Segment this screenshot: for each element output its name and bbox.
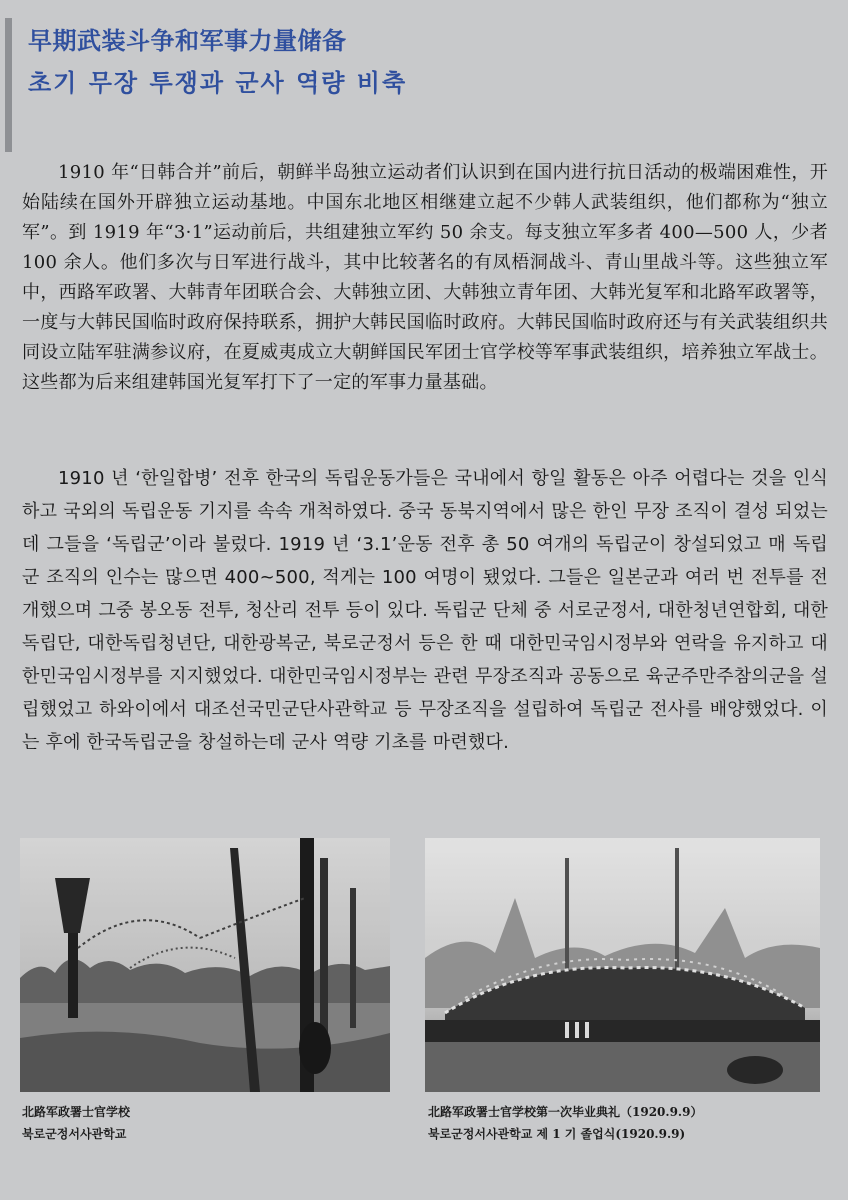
body-paragraph-chinese: 1910 年“日韩合并”前后，朝鲜半岛独立运动者们认识到在国内进行抗日活动的极端困难性，开始陆续在国外开辟独立运动基地。中国东北地区相继建立起不少韩人武装组织，他们都称为“独立军”。到 1919 年“3·1”运动前后，共组建独立军约 50 余支。每支独立军多者 400—500 人，少者 100 余人。他们多次与日军进行战斗，其中比较著名的有凤梧洞战斗、青山里战斗等。这些独立军中，西路军政署、大韩青年团联合会、大韩独立团、大韩独立青年团、大韩光复军和北路军政署等，一度与大韩民国临时政府保持联系，拥护大韩民国临时政府。大韩民国临时政府还与有关武装组织共同设立陆军驻满参议府，在夏威夷成立大朝鲜国民军团士官学校等军事武装组织，培养独立军战士。这些都为后来组建韩国光复军打下了一定的军事力量基础。	[22, 162, 828, 393]
caption-korean: 북로군정서사관학교 제 1 기 졸업식(1920.9.9)	[428, 1127, 686, 1141]
title-accent-bar	[5, 18, 12, 152]
page-title	[28, 24, 407, 100]
title-chinese: 早期武装斗争和军事力量储备	[28, 27, 347, 55]
photo-graduation-ceremony	[425, 838, 820, 1092]
caption-korean: 북로군정서사관학교	[22, 1127, 127, 1141]
body-paragraph-korean: 1910 년 ‘한일합병’ 전후 한국의 독립운동가들은 국내에서 항일 활동은 아주 어렵다는 것을 인식하고 국외의 독립운동 기지를 속속 개척하였다. 중국 동북지역에서 많은 한인 무장 조직이 결성 되었는데 그들을 ‘독립군’이라 불렀다. 1919 년 ‘3.1’운동 전후 총 50 여개의 독립군이 창설되었고 매 독립군 조직의 인수는 많으면 400~500, 적게는 100 여명이 됐었다. 그들은 일본군과 여러 번 전투를 전개했으며 그중 봉오동 전투, 청산리 전투 등이 있다. 독립군 단체 중 서로군정서, 대한청년연합회, 대한독립단, 대한독립청년단, 대한광복군, 북로군정서 등은 한 때 대한민국임시정부와 연락을 유지하고 대한민국임시정부를 지지했었다. 대한민국임시정부는 관련 무장조직과 공동으로 육군주만주참의군을 설립했었고 하와이에서 대조선국민군단사관학교 등 무장조직을 설립하여 독립군 전사를 배양했었다. 이는 후에 한국독립군을 창설하는데 군사 역량 기초를 마련했다.	[22, 468, 828, 753]
photo-caption-2	[428, 1101, 702, 1145]
caption-chinese: 北路军政署士官学校	[22, 1105, 131, 1119]
caption-chinese: 北路军政署士官学校第一次毕业典礼（1920.9.9）	[428, 1105, 703, 1119]
photo-military-school	[20, 838, 390, 1092]
photo-caption-1	[22, 1101, 130, 1145]
title-korean: 초기 무장 투쟁과 군사 역량 비축	[28, 69, 408, 97]
